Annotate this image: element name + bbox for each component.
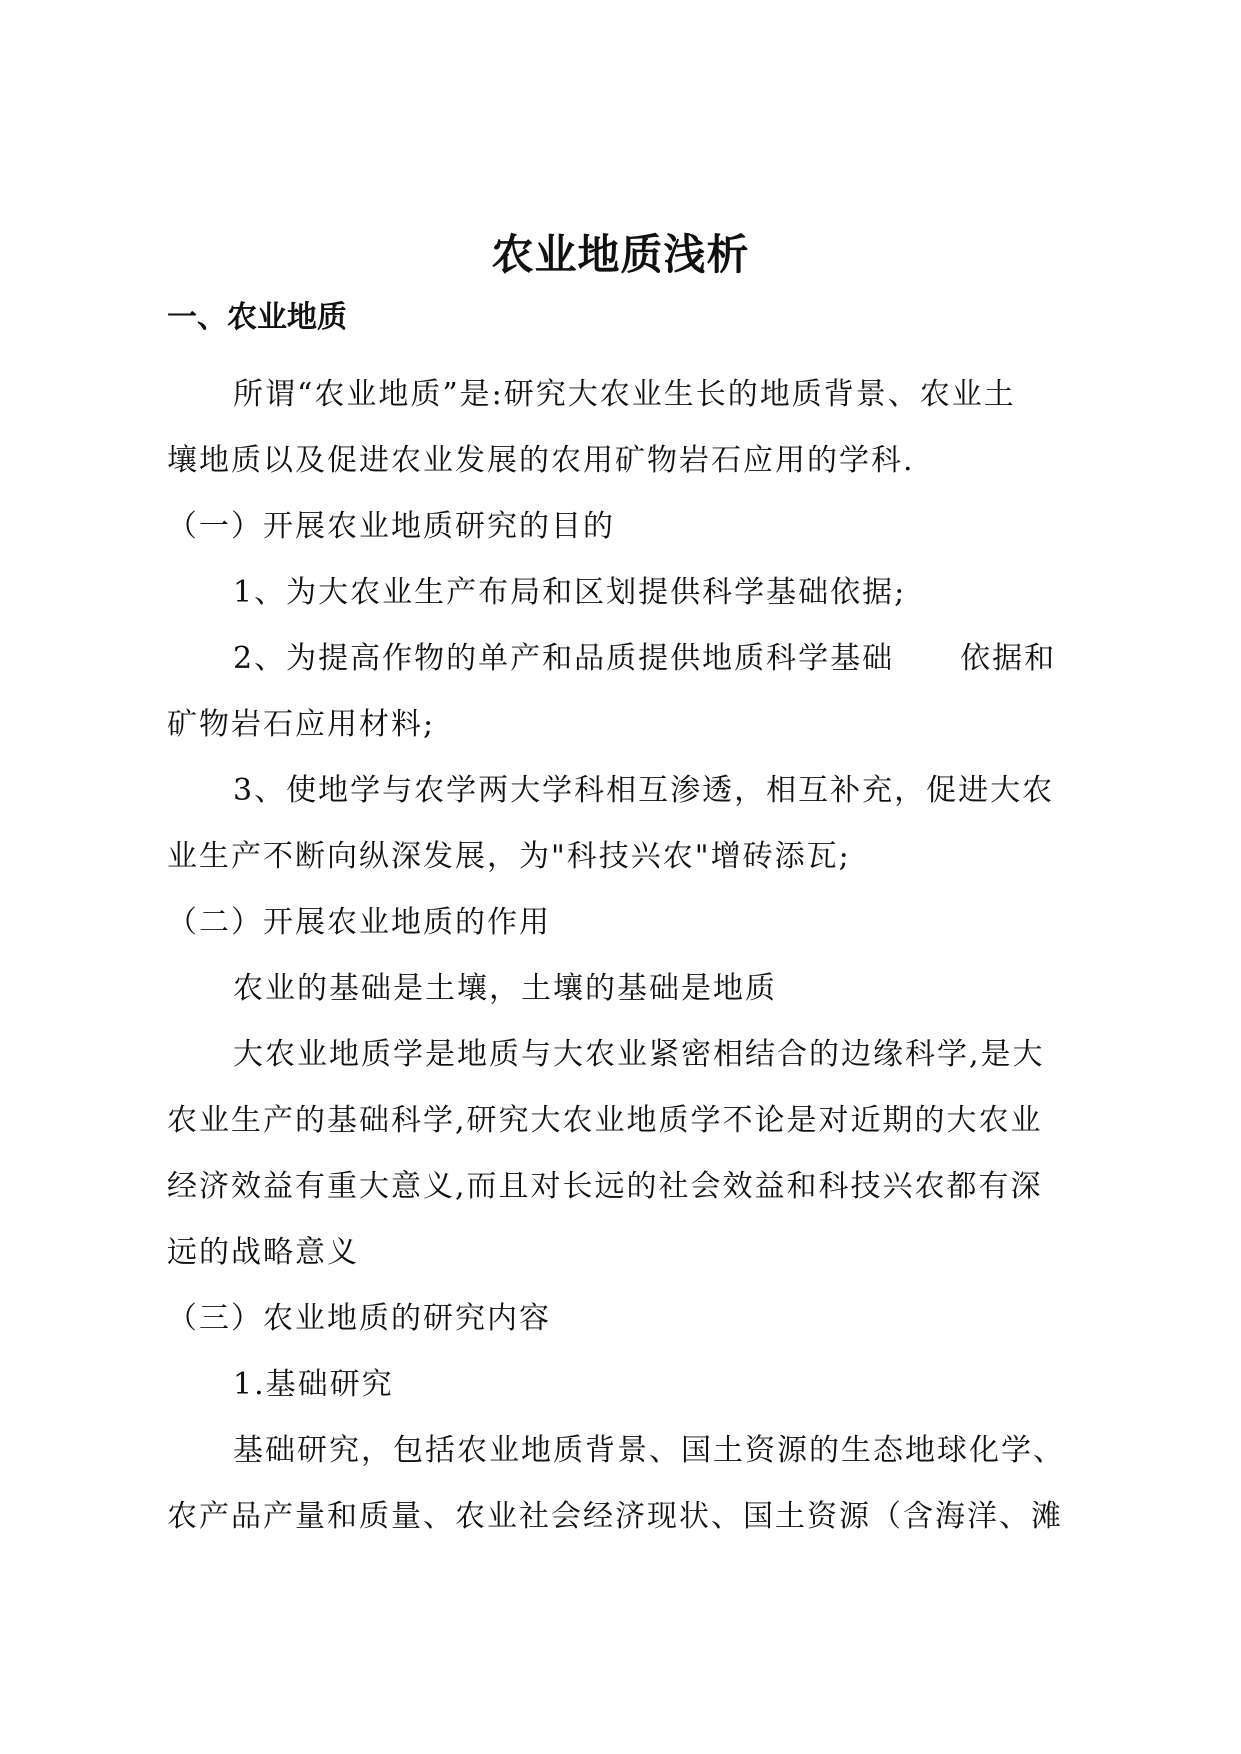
paragraph-role-1: 农业的基础是土壤，土壤的基础是地质 <box>233 971 777 1006</box>
subsection-heading-research-content: （三）农业地质的研究内容 <box>167 1301 551 1336</box>
paragraph-basic-research-line-2: 农产品产量和质量、农业社会经济现状、国土资源（含海洋、滩 <box>167 1499 1063 1534</box>
list-item-purpose-3-line-2: 业生产不断向纵深发展，为"科技兴农"增砖添瓦; <box>167 839 851 874</box>
paragraph-role-2-line-3: 经济效益有重大意义,而且对长远的社会效益和科技兴农都有深 <box>167 1169 1043 1204</box>
subsection-heading-role: （二）开展农业地质的作用 <box>167 905 551 940</box>
section-heading-agricultural-geology: 一、农业地质 <box>167 300 347 335</box>
document-title: 农业地质浅析 <box>491 230 750 279</box>
paragraph-definition-line-1: 所谓“农业地质”是:研究大农业生长的地质背景、农业土 <box>233 377 1016 412</box>
list-item-purpose-3-line-1: 3、使地学与农学两大学科相互渗透，相互补充，促进大农 <box>233 773 1055 808</box>
paragraph-role-2-line-1: 大农业地质学是地质与大农业紧密相结合的边缘科学,是大 <box>233 1037 1045 1072</box>
list-item-purpose-2-line-2: 矿物岩石应用材料; <box>167 707 436 742</box>
list-item-basic-research: 1.基础研究 <box>233 1367 394 1402</box>
subsection-heading-purpose: （一）开展农业地质研究的目的 <box>167 509 615 544</box>
list-item-purpose-2-text-a: 2、为提高作物的单产和品质提供地质科学基础 <box>233 641 895 676</box>
paragraph-role-2-line-2: 农业生产的基础科学,研究大农业地质学不论是对近期的大农业 <box>167 1103 1043 1138</box>
list-item-purpose-2-text-b: 依据和 <box>960 641 1057 676</box>
document-body <box>167 362 1089 1550</box>
list-item-purpose-2-line-1 <box>167 626 1089 692</box>
paragraph-role-2-line-4: 远的战略意义 <box>167 1235 359 1270</box>
list-item-purpose-1: 1、为大农业生产布局和区划提供科学基础依据; <box>233 575 907 610</box>
paragraph-basic-research-line-1: 基础研究，包括农业地质背景、国土资源的生态地球化学、 <box>233 1433 1065 1468</box>
paragraph-definition-line-2: 壤地质以及促进农业发展的农用矿物岩石应用的学科. <box>167 443 915 478</box>
